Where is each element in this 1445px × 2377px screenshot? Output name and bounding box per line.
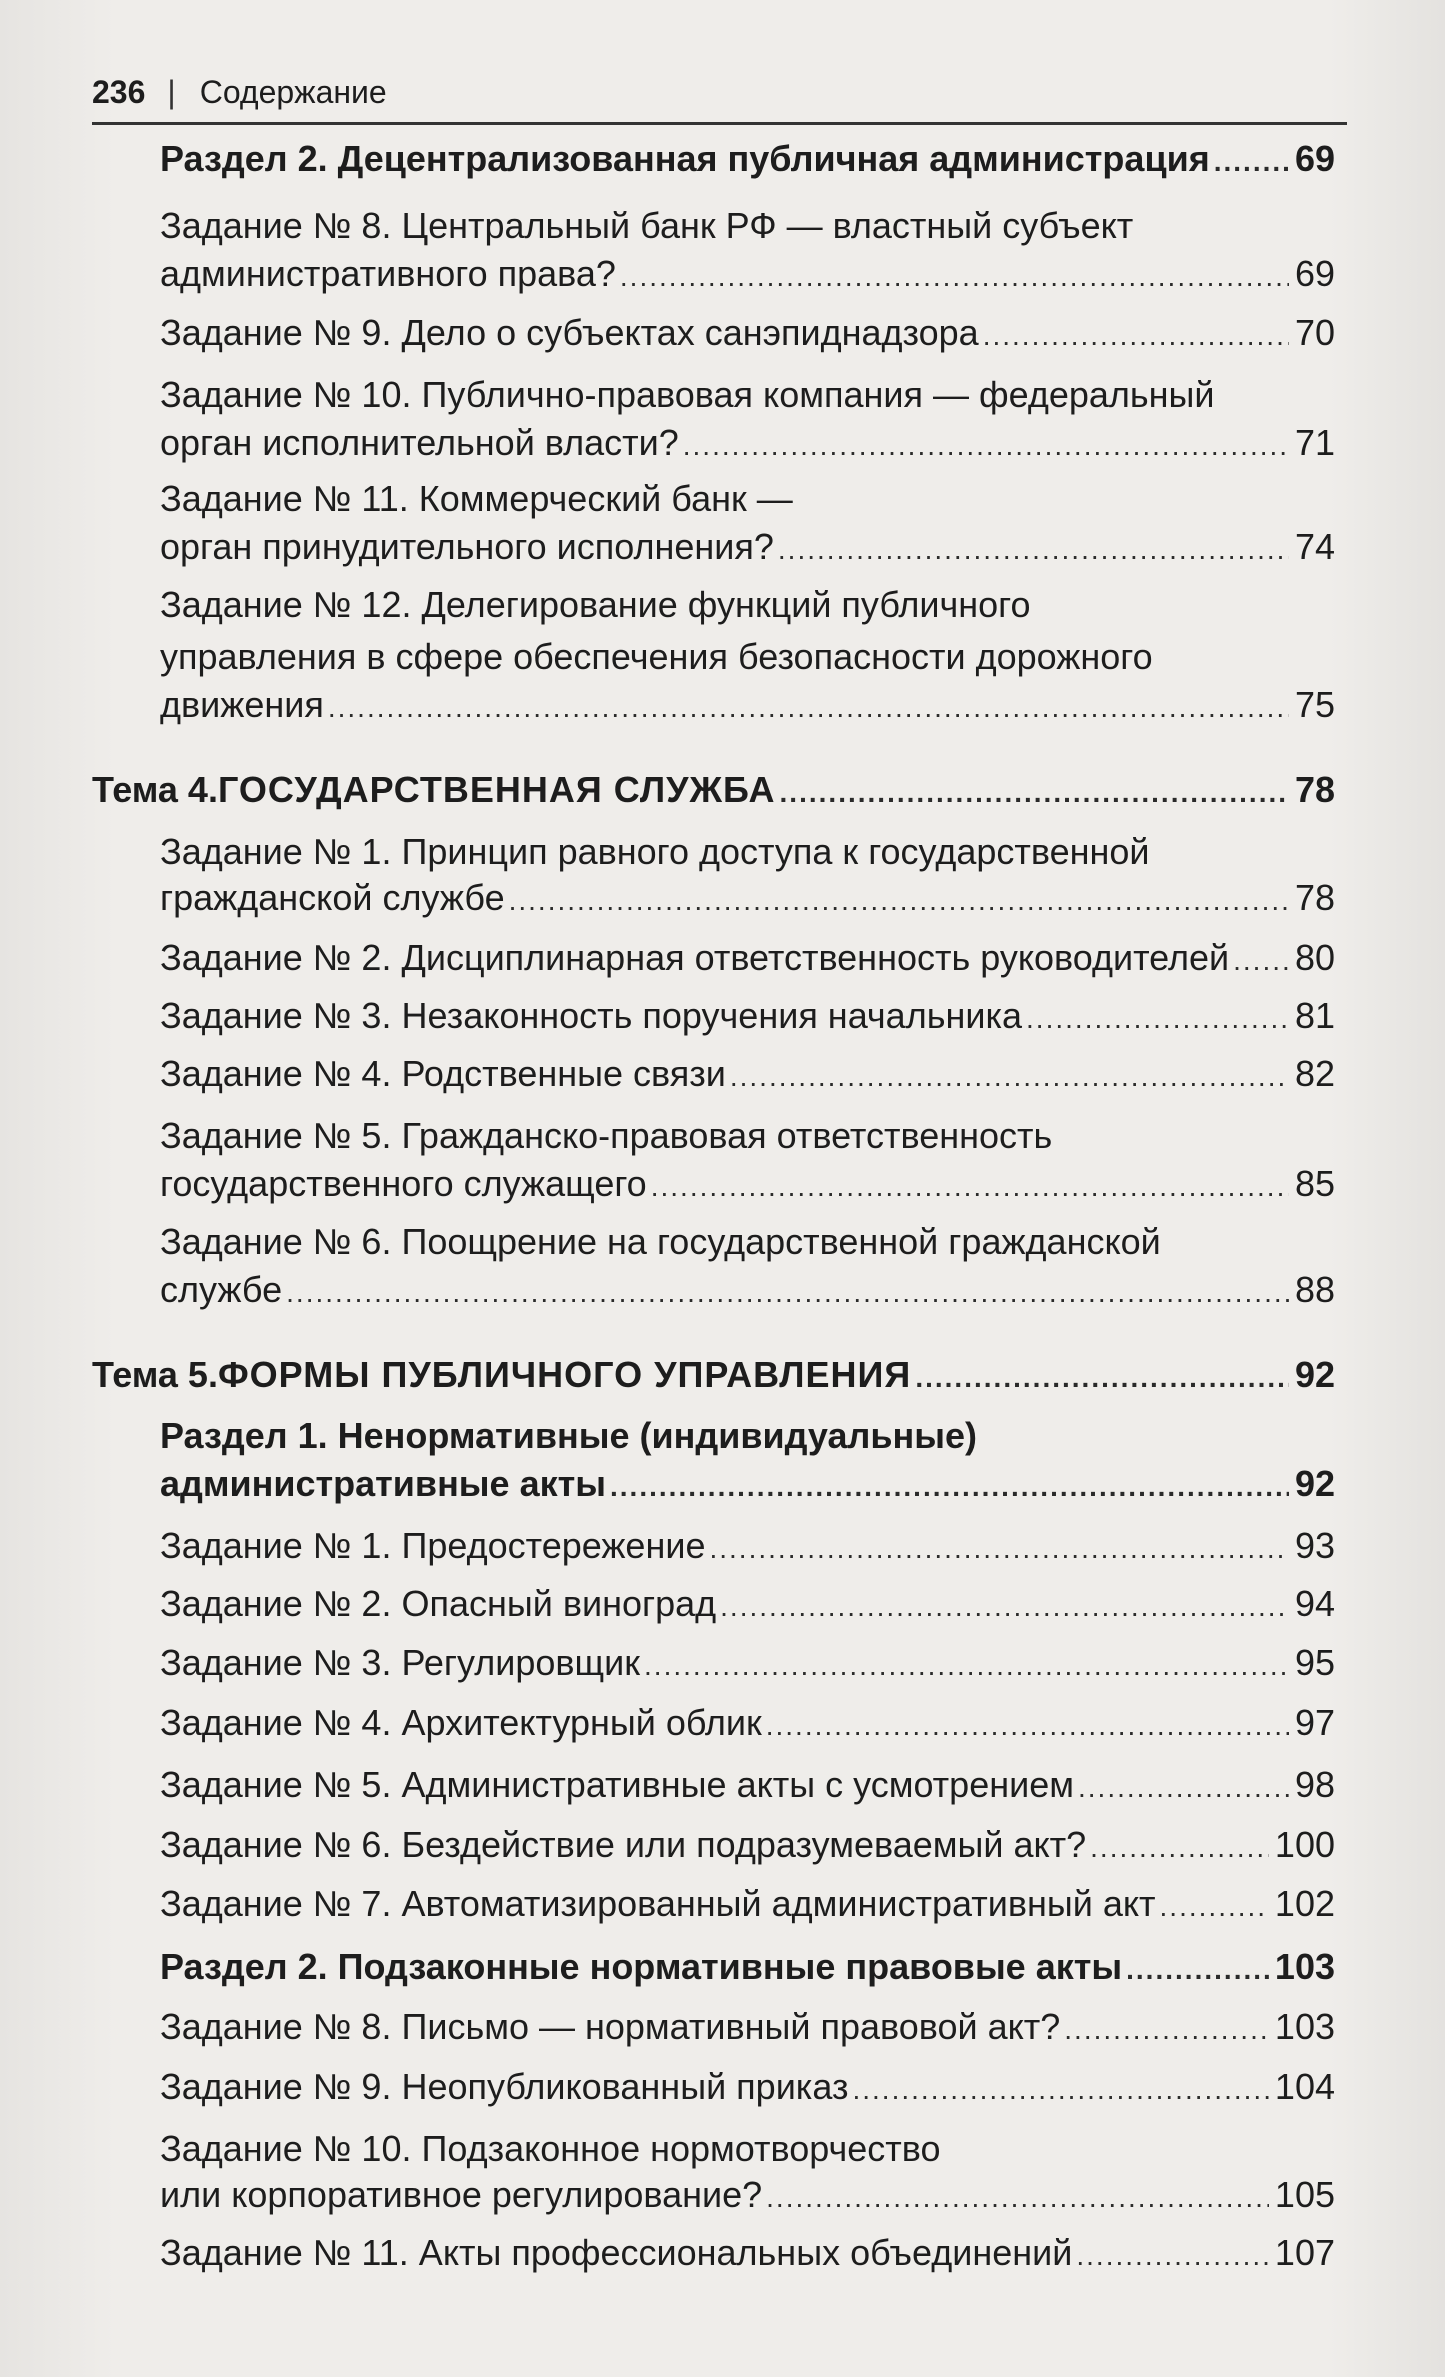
toc-page-number: 103: [1274, 2006, 1335, 2047]
toc-entry-line: Задание № 11. Коммерческий банк —: [160, 478, 793, 519]
toc-entry-line: Задание № 8. Центральный банк РФ — властный субъект: [160, 205, 1134, 246]
page-header: [92, 62, 1347, 125]
page-number: 236: [92, 73, 146, 110]
toc-entry-line: Задание № 1. Принцип равного доступа к государственной: [160, 831, 1150, 872]
toc-page-number: 78: [1294, 877, 1335, 918]
toc-page-number: 71: [1294, 422, 1335, 463]
leader-dots: [1076, 2231, 1269, 2280]
leader-dots: [1026, 994, 1289, 1043]
toc-page-number: 102: [1274, 1883, 1335, 1924]
toc-entry-line: Задание № 5. Гражданско-правовая ответственность: [160, 1115, 1053, 1156]
toc-topic: Тема 5. ФОРМЫ ПУБЛИЧНОГО УПРАВЛЕНИЯ ..... 92: [92, 1350, 1335, 1402]
leader-dots: [286, 1268, 1289, 1317]
leader-dots: [1233, 936, 1289, 985]
toc-page-number: 69: [1294, 138, 1335, 179]
leader-dots: [644, 1641, 1289, 1690]
toc-entry-line: Задание № 12. Делегирование функций публичного: [160, 584, 1031, 625]
toc-entry: Задание № 4. Родственные связи ..... 82: [160, 1049, 1335, 1101]
leader-dots: [509, 876, 1289, 925]
toc-entry: Задание № 4. Архитектурный облик ..... 97: [160, 1698, 1335, 1750]
toc-entry: Задание № 7. Автоматизированный административный акт ..... 102: [160, 1879, 1335, 1931]
toc-page-number: 92: [1294, 1354, 1335, 1395]
toc-topic: Тема 4. ГОСУДАРСТВЕННАЯ СЛУЖБА ..... 78: [92, 765, 1335, 817]
leader-dots: [651, 1162, 1289, 1211]
toc-page-number: 95: [1294, 1642, 1335, 1683]
toc-page-number: 104: [1274, 2066, 1335, 2107]
toc-entry-line: Задание № 10. Подзаконное нормотворчество: [160, 2128, 941, 2169]
toc-entry: административного права? ..... 69: [160, 249, 1335, 301]
leader-dots: [328, 683, 1289, 732]
topic-label: Тема 5.: [92, 1354, 218, 1395]
toc-page-number: 98: [1294, 1764, 1335, 1805]
toc-entry: движения ..... 75: [160, 680, 1335, 732]
toc-page-number: 92: [1294, 1463, 1335, 1504]
toc-entry: государственного служащего ..... 85: [160, 1159, 1335, 1211]
toc-page-number: 103: [1274, 1946, 1335, 1987]
toc-entry: Задание № 8. Письмо — нормативный правовой акт? ..... 103: [160, 2002, 1335, 2054]
toc-page-number: 93: [1294, 1525, 1335, 1566]
toc-entry: Задание № 9. Неопубликованный приказ ..... 104: [160, 2062, 1335, 2114]
toc-entry-line: управления в сфере обеспечения безопасности дорожного: [160, 636, 1153, 677]
topic-label: Тема 4.: [92, 769, 218, 810]
leader-dots: [1078, 1763, 1289, 1812]
toc-entry: Задание № 2. Опасный виноград ..... 94: [160, 1579, 1335, 1631]
leader-dots: [778, 525, 1289, 574]
leader-dots: [683, 421, 1289, 470]
toc-entry: Задание № 5. Административные акты с усмотрением ..... 98: [160, 1760, 1335, 1812]
toc-entry: гражданской службе ..... 78: [160, 873, 1335, 925]
toc-page-number: 88: [1294, 1269, 1335, 1310]
leader-dots: [1126, 1945, 1269, 1994]
toc-page-number: 78: [1294, 769, 1335, 810]
toc-entry: Задание № 3. Незаконность поручения начальника ..... 81: [160, 991, 1335, 1043]
leader-dots: [915, 1353, 1289, 1402]
toc-section: Раздел 2. Децентрализованная публичная администрация ..... 69: [160, 134, 1335, 186]
header-section-title: Содержание: [199, 73, 387, 110]
toc-page-number: 69: [1294, 253, 1335, 294]
toc-section: Раздел 2. Подзаконные нормативные правовые акты ..... 103: [160, 1942, 1335, 1994]
leader-dots: [709, 1524, 1288, 1573]
toc-entry-line: Задание № 6. Поощрение на государственной гражданской: [160, 1221, 1161, 1262]
leader-dots: [1160, 1882, 1269, 1931]
toc-entry-line: Задание № 10. Публично-правовая компания — федеральный: [160, 374, 1215, 415]
leader-dots: [1214, 137, 1289, 186]
toc-entry: Задание № 11. Акты профессиональных объединений ..... 107: [160, 2228, 1335, 2280]
leader-dots: [852, 2065, 1268, 2114]
toc-entry: службе ..... 88: [160, 1265, 1335, 1317]
toc-page-number: 80: [1294, 937, 1335, 978]
toc-page-number: 105: [1274, 2174, 1335, 2215]
toc-entry: Задание № 2. Дисциплинарная ответственность руководителей ..... 80: [160, 933, 1335, 985]
leader-dots: [1090, 1823, 1269, 1872]
leader-dots: [610, 1462, 1289, 1511]
toc-page-number: 75: [1294, 684, 1335, 725]
leader-dots: [766, 2173, 1269, 2222]
toc-page-number: 74: [1294, 526, 1335, 567]
toc-entry: или корпоративное регулирование? ..... 105: [160, 2170, 1335, 2222]
toc-entry: орган принудительного исполнения? ..... 74: [160, 522, 1335, 574]
toc-entry: Задание № 9. Дело о субъектах санэпиднадзора ..... 70: [160, 308, 1335, 360]
leader-dots: [620, 252, 1289, 301]
header-separator: |: [167, 73, 176, 110]
toc-page-number: 81: [1294, 995, 1335, 1036]
toc-page-number: 97: [1294, 1702, 1335, 1743]
toc-page-number: 70: [1294, 312, 1335, 353]
toc-entry: Задание № 1. Предостережение ..... 93: [160, 1521, 1335, 1573]
toc-page-number: 107: [1274, 2232, 1335, 2273]
leader-dots: [780, 768, 1289, 817]
toc-page-number: 82: [1294, 1053, 1335, 1094]
toc-page-number: 100: [1274, 1824, 1335, 1865]
toc-entry: Задание № 6. Бездействие или подразумеваемый акт? ..... 100: [160, 1820, 1335, 1872]
toc-page-number: 85: [1294, 1163, 1335, 1204]
toc-entry: орган исполнительной власти? ..... 71: [160, 418, 1335, 470]
leader-dots: [720, 1582, 1289, 1631]
toc-section-line: Раздел 1. Ненормативные (индивидуальные): [160, 1415, 977, 1456]
toc-page-number: 94: [1294, 1583, 1335, 1624]
toc-entry: Задание № 3. Регулировщик ..... 95: [160, 1638, 1335, 1690]
leader-dots: [730, 1052, 1289, 1101]
toc-section: административные акты ..... 92: [160, 1459, 1335, 1511]
leader-dots: [766, 1701, 1289, 1750]
leader-dots: [1064, 2005, 1269, 2054]
leader-dots: [983, 311, 1289, 360]
